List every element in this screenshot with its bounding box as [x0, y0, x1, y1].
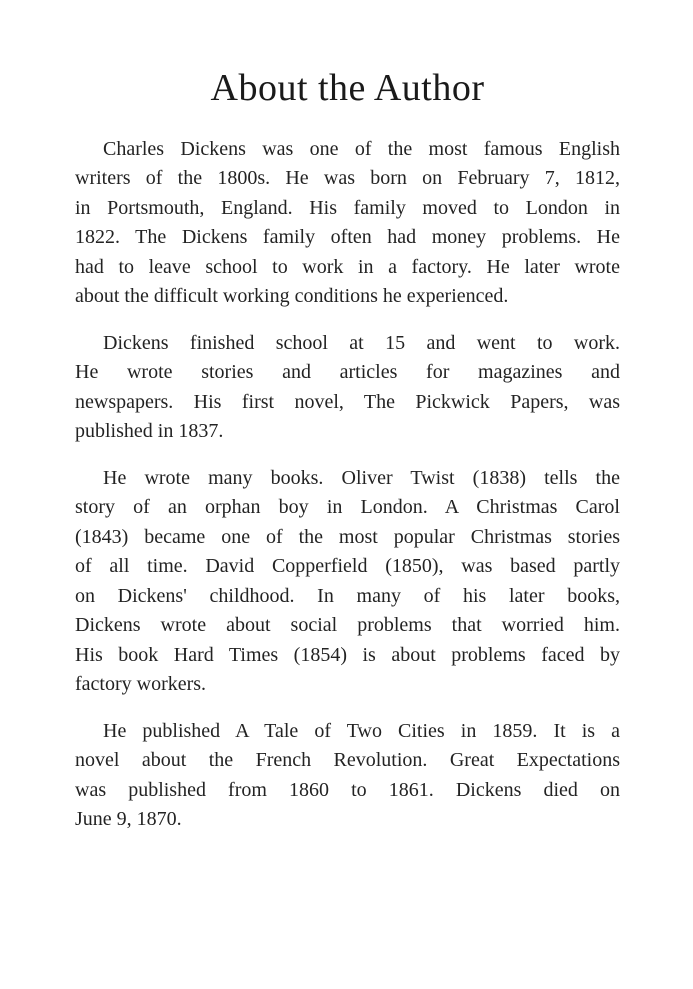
text-line: on Dickens' childhood. In many of his later books,: [75, 584, 620, 607]
text-line: of all time. David Copperfield (1850), was based partly: [75, 555, 620, 578]
text-line: story of an orphan boy in London. A Christmas Carol: [75, 496, 620, 519]
text-line: He wrote stories and articles for magazines and: [75, 361, 620, 384]
text-line: about the difficult working conditions he experienced.: [75, 285, 509, 308]
body-text: [75, 135, 620, 835]
page-title: About the Author: [210, 67, 485, 109]
text-line: in Portsmouth, England. His family moved to London in: [75, 196, 620, 219]
text-line: (1843) became one of the most popular Christmas stories: [75, 525, 620, 548]
text-line: He wrote many books. Oliver Twist (1838) tells the: [103, 466, 620, 489]
text-line: newspapers. His first novel, The Pickwick Papers, was: [75, 390, 620, 413]
paragraph: [75, 329, 620, 447]
paragraph: [75, 464, 620, 700]
text-line: writers of the 1800s. He was born on February 7, 1812,: [75, 167, 620, 190]
paragraph: [75, 135, 620, 312]
text-line: He published A Tale of Two Cities in 1859. It is a: [103, 719, 620, 742]
text-line: His book Hard Times (1854) is about problems faced by: [75, 643, 620, 666]
text-line: factory workers.: [75, 673, 207, 696]
text-line: June 9, 1870.: [75, 808, 182, 831]
text-line: published in 1837.: [75, 420, 224, 443]
text-line: 1822. The Dickens family often had money problems. He: [75, 226, 620, 249]
text-line: novel about the French Revolution. Great Expectations: [75, 749, 620, 772]
text-line: Dickens wrote about social problems that worried him.: [75, 614, 620, 637]
text-line: was published from 1860 to 1861. Dickens died on: [75, 778, 620, 801]
text-line: Charles Dickens was one of the most famous English: [103, 137, 620, 160]
text-line: had to leave school to work in a factory. He later wrote: [75, 255, 620, 278]
text-line: Dickens finished school at 15 and went to work.: [103, 331, 620, 354]
paragraph: [75, 717, 620, 835]
